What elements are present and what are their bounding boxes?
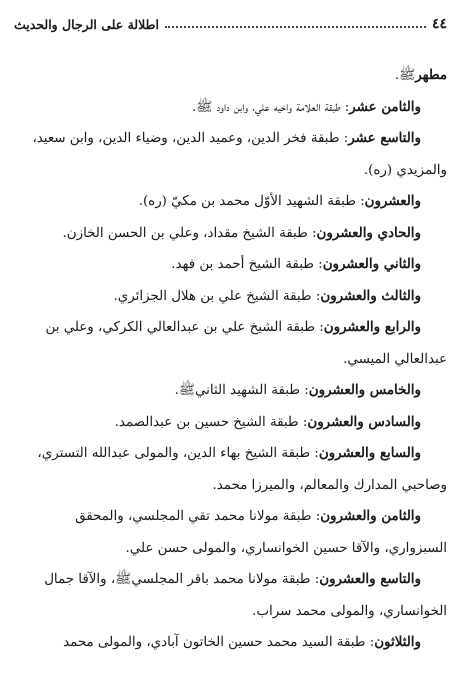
text-line (14, 92, 447, 124)
line-lead: والحادي والعشرون (316, 224, 421, 241)
line-text: : طبقة الشيخ أحمد بن فهد. (171, 257, 323, 272)
line-text: : طبقة الشهيد الثانيﷺ. (174, 383, 309, 398)
line-lead: والخامس والعشرون (308, 382, 421, 398)
text-line (14, 123, 447, 155)
line-lead: والثالث والعشرون (320, 287, 421, 304)
line-lead: والسادس والعشرون (307, 413, 421, 430)
text-line (14, 407, 447, 439)
text-line (14, 375, 447, 407)
line-text: ﷺ. (394, 68, 416, 83)
page-number: ٤٤ (431, 16, 447, 32)
text-line (14, 627, 447, 659)
line-text: : طبقة مولانا محمد باقر المجلسيﷺ، والآقا جمال (44, 572, 320, 587)
text-line (14, 596, 447, 628)
text-line (14, 60, 447, 92)
text-line (14, 501, 447, 533)
text-line (14, 218, 447, 250)
line-lead: والرابع والعشرون (323, 319, 421, 335)
page-header (14, 10, 447, 38)
text-line (14, 312, 447, 344)
line-text: : طبقة الشيخ مقداد، وعلي بن الحسن الخازن. (62, 225, 317, 241)
line-text: الخوانساري، والمولى محمد سراب. (252, 603, 447, 619)
text-line (14, 186, 447, 218)
text-line (14, 438, 447, 470)
line-text: : طبقة مولانا محمد تقي المجلسي، والمحقق (75, 509, 321, 524)
line-lead: والعشرون (364, 193, 421, 209)
line-text: السبزواري، والآقا حسين الخوانساري، والمولى حسن علي. (125, 540, 447, 556)
line-text: : طبقة الشيخ علي بن هلال الجزائري. (113, 288, 321, 304)
text-line (14, 564, 447, 596)
line-text: : طبقة الشيخ حسين بن عبدالصمد. (114, 414, 308, 430)
line-lead: والثامن والعشرون (320, 508, 421, 524)
line-lead: والتاسع عشر (348, 130, 421, 146)
line-text: : طبقة فخر الدين، وعميد الدين، وضياء الدين، وابن سعيد، (32, 131, 349, 146)
line-lead: مطهر (415, 67, 447, 83)
line-text: عبدالعالي الميسي. (343, 351, 447, 367)
text-line (14, 249, 447, 281)
header-dotted-leader (165, 26, 426, 28)
text-line (14, 344, 447, 376)
line-text: : طبقة السيد محمد حسين الخاتون آبادي، والمولى محمد (63, 635, 375, 650)
line-lead: والثلاثون (374, 634, 421, 650)
line-text: والمزيدي (ره). (363, 162, 447, 178)
text-line (14, 533, 447, 565)
line-lead: والثاني والعشرون (322, 256, 421, 272)
line-lead: والتاسع والعشرون (319, 571, 421, 587)
line-text: : طبقة الشيخ بهاء الدين، والمولى عبدالله التستري، (37, 446, 319, 461)
line-text: : طبقة الشهيد الأوّل محمد بن مكيّ (ره). (138, 194, 365, 209)
line-text: : طبقة العلامة واخيه علي، وابن داود ﷺ. (192, 99, 350, 115)
text-line (14, 281, 447, 313)
line-lead: والسابع والعشرون (318, 445, 421, 461)
body-text (14, 60, 447, 659)
text-line (14, 155, 447, 187)
line-text: وصاحبي المدارك والمعالم، والميرزا محمد. (212, 477, 447, 493)
line-text: : طبقة الشيخ علي بن عبدالعالي الكركي، وعلي بن (45, 320, 324, 335)
text-line (14, 470, 447, 502)
line-lead: والثامن عشر (349, 98, 421, 115)
running-title: اطلالة على الرجال والحديث (14, 16, 159, 32)
